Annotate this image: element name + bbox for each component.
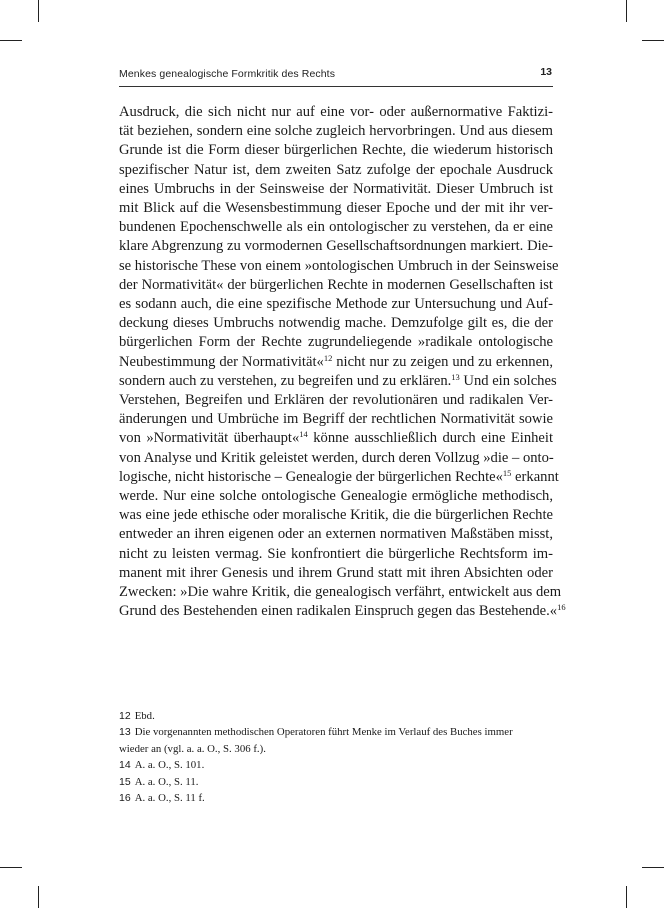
body-line-text: von »Normativität überhaupt«: [119, 430, 300, 447]
footnote-text-continuation: wieder an (vgl. a. a. O., S. 306 f.).: [119, 742, 266, 755]
body-line: [119, 103, 553, 122]
body-line: [119, 199, 553, 218]
footnote-reference[interactable]: 16: [557, 602, 566, 613]
body-line: [119, 237, 553, 256]
body-line-text: klare Abgrenzung zu vormodernen Gesellschaftsordnungen markiert. Die-: [119, 238, 553, 255]
body-line: [119, 545, 553, 564]
body-line-text: Grund des Bestehenden einen radikalen Einspruch gegen das Bestehende.«: [119, 603, 558, 620]
body-line-text: Zwecken: »Die wahre Kritik, die genealogisch verfährt, entwickelt aus dem: [119, 584, 562, 601]
footnotes-block: [119, 708, 553, 806]
footnote-14: [119, 757, 553, 773]
body-line-text: sondern auch zu verstehen, zu begreifen und zu erklären.: [119, 372, 452, 389]
body-line: [119, 295, 553, 314]
crop-mark-bottom-left: [38, 886, 39, 908]
footnote-text: A. a. O., S. 11 f.: [134, 792, 205, 805]
body-line: [119, 161, 553, 180]
footnote-reference[interactable]: 12: [323, 352, 333, 363]
body-line: [119, 429, 553, 448]
body-line-text: Ausdruck, die sich nicht nur auf eine vor- oder außernormative Faktizi-: [119, 104, 553, 120]
body-line: [119, 257, 559, 276]
footnote-text: Die vorgenannten methodischen Operatoren führt Menke im Verlauf des Buches immer: [134, 726, 513, 739]
body-line-text: es sodann auch, die eine spezifische Methode zur Untersuchung und Auf-: [119, 296, 553, 313]
footnote-number: 14: [119, 759, 131, 772]
body-line-text: eines Umbruchs in der Seinsweise der Normativität. Dieser Umbruch ist: [119, 180, 553, 197]
body-line-text: der Normativität« der bürgerlichen Rechte in modernen Gesellschaften ist: [119, 276, 553, 293]
page-number: 13: [540, 66, 552, 78]
body-line: [119, 467, 559, 487]
footnote-reference[interactable]: 14: [299, 429, 308, 440]
body-line: [119, 602, 566, 621]
body-line: [119, 410, 553, 429]
crop-mark-bottom-right-h: [642, 867, 664, 868]
body-line: [119, 525, 553, 544]
body-line-text: se historische These von einem »ontologischen Umbruch in der Seinsweise: [119, 257, 559, 274]
footnote-reference[interactable]: 15: [502, 467, 512, 478]
footnote-reference[interactable]: 13: [451, 371, 460, 382]
footnote-text: A. a. O., S. 101.: [134, 759, 205, 772]
body-line-text: tät beziehen, sondern eine solche zugleich hervorbringen. Und aus diesem: [119, 123, 553, 140]
body-line: [119, 487, 553, 506]
body-line-text: bürgerlichen Form der Rechte zugrundeliegende »radikale ontologische: [119, 334, 553, 351]
body-line-text: bundenen Epochenschwelle als ein ontologischer zu verstehen, da er eine: [119, 219, 553, 236]
footnote-number: 12: [119, 710, 131, 722]
body-line-text-after: könne ausschließlich durch eine Einheit: [307, 430, 554, 447]
footnote-12: [119, 708, 553, 724]
body-line-text: mit Blick auf die Wesensbestimmung dieser Epoche und der mit ihr ver-: [119, 200, 553, 217]
footnote-text: A. a. O., S. 11.: [134, 775, 199, 788]
body-line-text: spezifischer Natur ist, dem zweiten Satz zufolge der epochale Ausdruck: [119, 161, 553, 178]
body-line-text-after: Und ein solches: [459, 372, 557, 389]
body-line-text: was eine jede ethische oder moralische Kritik, die die bürgerlichen Rechte: [119, 507, 553, 524]
crop-mark-top-right: [626, 0, 627, 22]
body-line-text: logische, nicht historische – Genealogie der bürgerlichen Rechte«: [119, 468, 503, 485]
body-line: [119, 333, 553, 352]
body-line: [119, 276, 553, 295]
footnote-text: Ebd.: [134, 710, 155, 722]
body-line: [119, 218, 553, 237]
body-line-text: entweder an ihren eigenen oder an externen normativen Maßstäben misst,: [119, 526, 553, 543]
body-line-text: Verstehen, Begreifen und Erklären der revolutionären und radikalen Ver-: [119, 392, 553, 409]
body-line: [119, 449, 553, 468]
body-line-text-after: nicht nur zu zeigen und zu erkennen,: [332, 353, 553, 370]
body-line: [119, 583, 562, 602]
crop-mark-bottom-right: [626, 886, 627, 908]
body-line: [119, 564, 553, 583]
body-line-text: werde. Nur eine solche ontologische Genealogie ermögliche methodisch,: [119, 488, 553, 505]
crop-mark-bottom-left-h: [0, 867, 22, 868]
crop-mark-top-left-h: [0, 40, 22, 41]
body-line-text: nicht zu leisten vermag. Sie konfrontiert die bürgerliche Rechtsform im-: [119, 545, 553, 562]
footnote-13: [119, 724, 553, 757]
body-line-text: manent mit ihrer Genesis und ihrem Grund statt mit ihren Absichten oder: [119, 564, 553, 581]
body-line: [119, 122, 553, 141]
body-line-text: Grunde ist die Form dieser bürgerlichen Rechte, die wiederum historisch: [119, 142, 553, 159]
running-header-title: Menkes genealogische Formkritik des Rechts: [119, 68, 336, 80]
footnote-16: [119, 790, 553, 806]
crop-mark-top-left: [38, 0, 39, 22]
body-line-text-after: erkannt: [511, 468, 559, 485]
header-divider: [119, 86, 553, 87]
body-paragraph: [119, 103, 566, 621]
body-line: [119, 353, 553, 372]
body-line-text: Neubestimmung der Normativität«: [119, 353, 324, 370]
body-line-text: änderungen und Umbrüche im Begriff der rechtlichen Normativität sowie: [119, 411, 553, 428]
crop-mark-top-right-h: [642, 40, 664, 41]
footnote-number: 15: [119, 775, 131, 788]
footnote-number: 13: [119, 726, 131, 739]
body-line: [119, 371, 557, 391]
footnote-15: [119, 774, 553, 790]
body-line: [119, 391, 553, 410]
footnote-number: 16: [119, 792, 131, 805]
body-line: [119, 141, 553, 160]
body-line-text: deckung dieses Umbruchs notwendig mache. Demzufolge gilt es, die der: [119, 315, 553, 332]
body-line: [119, 180, 553, 199]
body-line: [119, 314, 553, 333]
body-line-text: von Analyse und Kritik geleistet werden, durch deren Vollzug »die – onto-: [119, 449, 554, 466]
body-line: [119, 506, 553, 525]
